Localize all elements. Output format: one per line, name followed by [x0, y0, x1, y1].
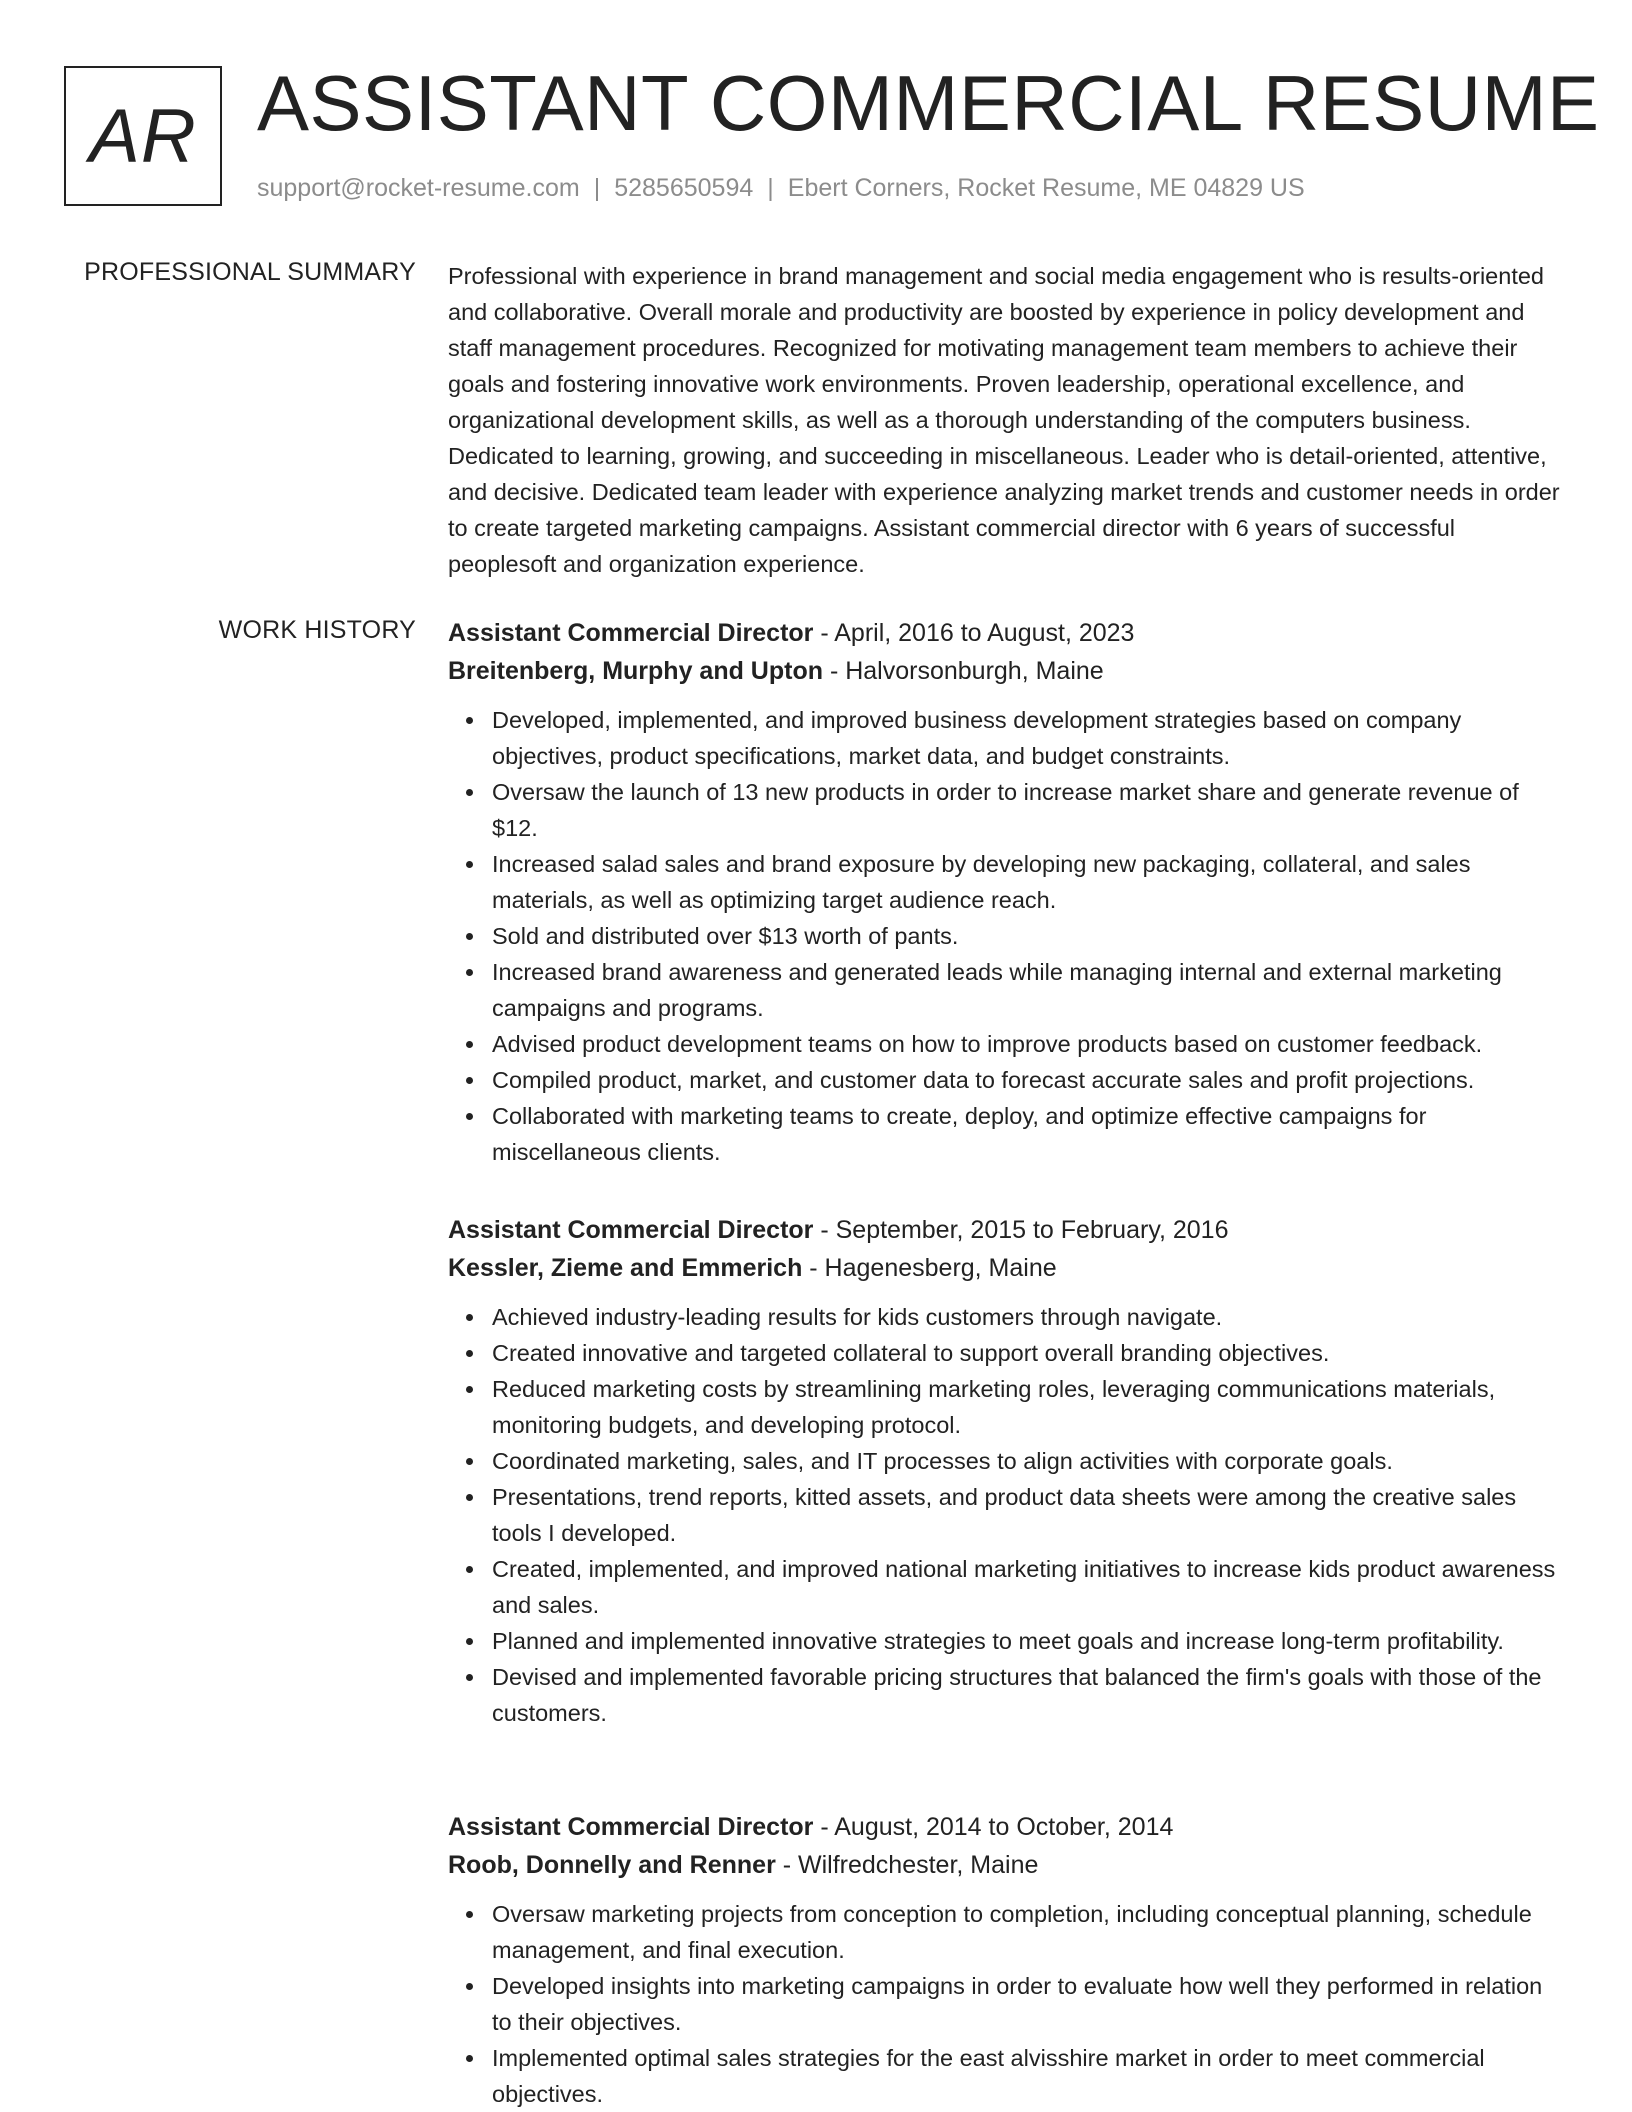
job-bullet: Presentations, trend reports, kitted assets, and product data sheets were among the creative sales tools I developed.: [492, 1479, 1568, 1551]
job-bullet: Developed, implemented, and improved business development strategies based on company objectives, product specifications, market data, and budget constraints.: [492, 702, 1568, 774]
job-dates: - April, 2016 to August, 2023: [813, 619, 1135, 647]
job-bullet: Created, implemented, and improved national marketing initiatives to increase kids product awareness and sales.: [492, 1551, 1568, 1623]
job-title-line: [448, 614, 1568, 652]
contact-phone: 5285650594: [614, 174, 754, 202]
job-title-line: [448, 1808, 1568, 1846]
job-bullet: Advised product development teams on how to improve products based on customer feedback.: [492, 1026, 1568, 1062]
job-dates: - August, 2014 to October, 2014: [813, 1813, 1174, 1841]
contact-address: Ebert Corners, Rocket Resume, ME 04829 US: [787, 174, 1305, 202]
job-entry: [448, 614, 1568, 1170]
job-bullet: Oversaw marketing projects from conception to completion, including conceptual planning, schedule management, and final execution.: [492, 1896, 1568, 1968]
job-bullet: Increased brand awareness and generated leads while managing internal and external marketing campaigns and programs.: [492, 954, 1568, 1026]
job-entry: [448, 1211, 1568, 1731]
job-bullet: Compiled product, market, and customer data to forecast accurate sales and profit projections.: [492, 1062, 1568, 1098]
job-bullet-list: [448, 1896, 1568, 2112]
job-company-line: [448, 1846, 1568, 1884]
job-bullet: Increased salad sales and brand exposure by developing new packaging, collateral, and sales materials, as well as optimizing target audience reach.: [492, 846, 1568, 918]
job-bullet: Achieved industry-leading results for kids customers through navigate.: [492, 1299, 1568, 1335]
job-bullet: Oversaw the launch of 13 new products in order to increase market share and generate revenue of $12.: [492, 774, 1568, 846]
job-bullet: Devised and implemented favorable pricing structures that balanced the firm's goals with those of the customers.: [492, 1659, 1568, 1731]
job-bullet-list: [448, 1299, 1568, 1731]
job-company: Breitenberg, Murphy and Upton: [448, 657, 823, 685]
job-bullet: Implemented optimal sales strategies for the east alvisshire market in order to meet commercial objectives.: [492, 2040, 1568, 2112]
job-title: Assistant Commercial Director: [448, 619, 814, 647]
job-company-line: [448, 652, 1568, 690]
job-company: Roob, Donnelly and Renner: [448, 1851, 776, 1879]
job-bullet: Sold and distributed over $13 worth of pants.: [492, 918, 1568, 954]
job-entry: [448, 1808, 1568, 2112]
job-bullet: Created innovative and targeted collateral to support overall branding objectives.: [492, 1335, 1568, 1371]
job-title: Assistant Commercial Director: [448, 1216, 814, 1244]
section-label-summary: PROFESSIONAL SUMMARY: [84, 258, 416, 286]
contact-email: support@rocket-resume.com: [257, 174, 580, 202]
job-title-line: [448, 1211, 1568, 1249]
job-company-line: [448, 1249, 1568, 1287]
job-bullet: Coordinated marketing, sales, and IT processes to align activities with corporate goals.: [492, 1443, 1568, 1479]
job-bullet: Developed insights into marketing campaigns in order to evaluate how well they performed in relation to their objectives.: [492, 1968, 1568, 2040]
monogram-badge: AR: [64, 66, 222, 206]
job-dates: - September, 2015 to February, 2016: [813, 1216, 1229, 1244]
job-location: - Wilfredchester, Maine: [775, 1851, 1039, 1879]
contact-line: [257, 174, 1305, 203]
job-bullet-list: [448, 702, 1568, 1170]
job-location: - Hagenesberg, Maine: [802, 1254, 1057, 1282]
section-label-work-history: WORK HISTORY: [218, 616, 416, 644]
job-company: Kessler, Zieme and Emmerich: [448, 1254, 803, 1282]
contact-separator: |: [593, 174, 601, 202]
summary-text: Professional with experience in brand management and social media engagement who is results-oriented and collaborative. Overall morale and productivity are boosted by experience in policy development and staff management procedures. Recognized for motivating management team members to achieve their goals and fostering innovative work environments. Proven leadership, operational excellence, and organizational development skills, as well as a thorough understanding of the computers business. Dedicated to learning, growing, and succeeding in miscellaneous. Leader who is detail-oriented, attentive, and decisive. Dedicated team leader with experience analyzing market trends and customer needs in order to create targeted marketing campaigns. Assistant commercial director with 6 years of successful peoplesoft and organization experience.: [448, 263, 1560, 577]
job-bullet: Reduced marketing costs by streamlining marketing roles, leveraging communications materials, monitoring budgets, and developing protocol.: [492, 1371, 1568, 1443]
contact-separator: |: [767, 174, 774, 202]
job-bullet: Planned and implemented innovative strategies to meet goals and increase long-term profitability.: [492, 1623, 1568, 1659]
resume-title: ASSISTANT COMMERCIAL RESUME: [257, 59, 1600, 147]
job-location: - Halvorsonburgh, Maine: [823, 657, 1104, 685]
job-title: Assistant Commercial Director: [448, 1813, 814, 1841]
job-bullet: Collaborated with marketing teams to create, deploy, and optimize effective campaigns for miscellaneous clients.: [492, 1098, 1568, 1170]
